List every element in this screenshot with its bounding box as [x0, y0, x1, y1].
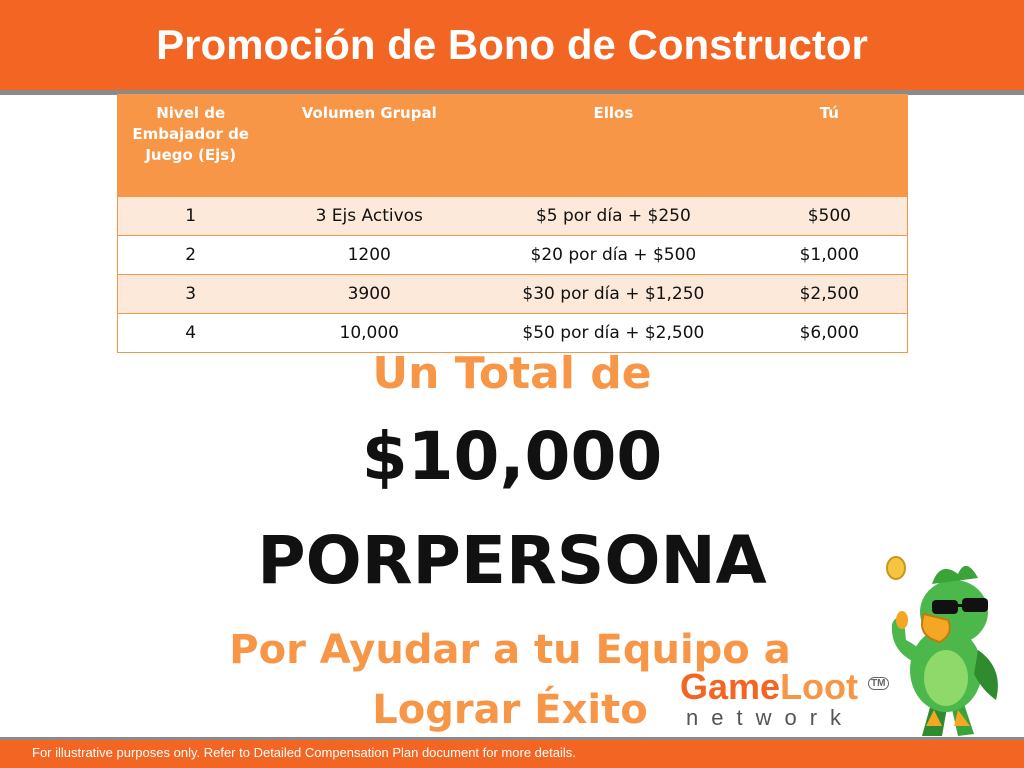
cell-you: $1,000: [752, 236, 908, 275]
table-row: [118, 275, 908, 314]
table-row: [118, 314, 908, 353]
header-group-volume: Volumen Grupal: [263, 95, 475, 197]
footer-disclaimer: For illustrative purposes only. Refer to Detailed Compensation Plan document for more details.: [32, 745, 576, 760]
header-them: Ellos: [475, 95, 752, 197]
logo-loot: Loot: [780, 666, 859, 707]
cell-you: $6,000: [752, 314, 908, 353]
tagline: Por Ayudar a tu Equipo a Lograr Éxito: [229, 627, 791, 733]
cell-them: $50 por día + $2,500: [475, 314, 752, 353]
logo-wordmark: [680, 664, 886, 707]
parrot-mascot-icon: [862, 550, 1012, 738]
total-amount: $10,000: [361, 418, 663, 495]
title-bar: [0, 0, 1024, 90]
total-label: Un Total de: [372, 348, 652, 399]
logo-game: Game: [680, 666, 781, 707]
per-person-label: PORPERSONA: [257, 522, 767, 599]
table-row: [118, 236, 908, 275]
table-header-row: [118, 95, 908, 197]
gameloot-logo: [680, 664, 886, 730]
slide-title: Promoción de Bono de Constructor: [156, 21, 868, 68]
logo-network: network: [686, 705, 855, 730]
table-row: [118, 197, 908, 236]
cell-level: 1: [118, 197, 264, 236]
cell-volume: 1200: [263, 236, 475, 275]
cell-them: $30 por día + $1,250: [475, 275, 752, 314]
cell-level: 3: [118, 275, 264, 314]
footer-bar: [0, 737, 1024, 768]
header-level: Nivel de Embajador de Juego (Ejs): [118, 95, 264, 197]
cell-volume: 3900: [263, 275, 475, 314]
header-you: Tú: [752, 95, 908, 197]
cell-level: 4: [118, 314, 264, 353]
cell-level: 2: [118, 236, 264, 275]
bonus-table: [117, 94, 908, 353]
cell-volume: 3 Ejs Activos: [263, 197, 475, 236]
cell-them: $20 por día + $500: [475, 236, 752, 275]
cell-volume: 10,000: [263, 314, 475, 353]
cell-you: $2,500: [752, 275, 908, 314]
cell-you: $500: [752, 197, 908, 236]
cell-them: $5 por día + $250: [475, 197, 752, 236]
trademark-badge: TM: [868, 677, 888, 690]
